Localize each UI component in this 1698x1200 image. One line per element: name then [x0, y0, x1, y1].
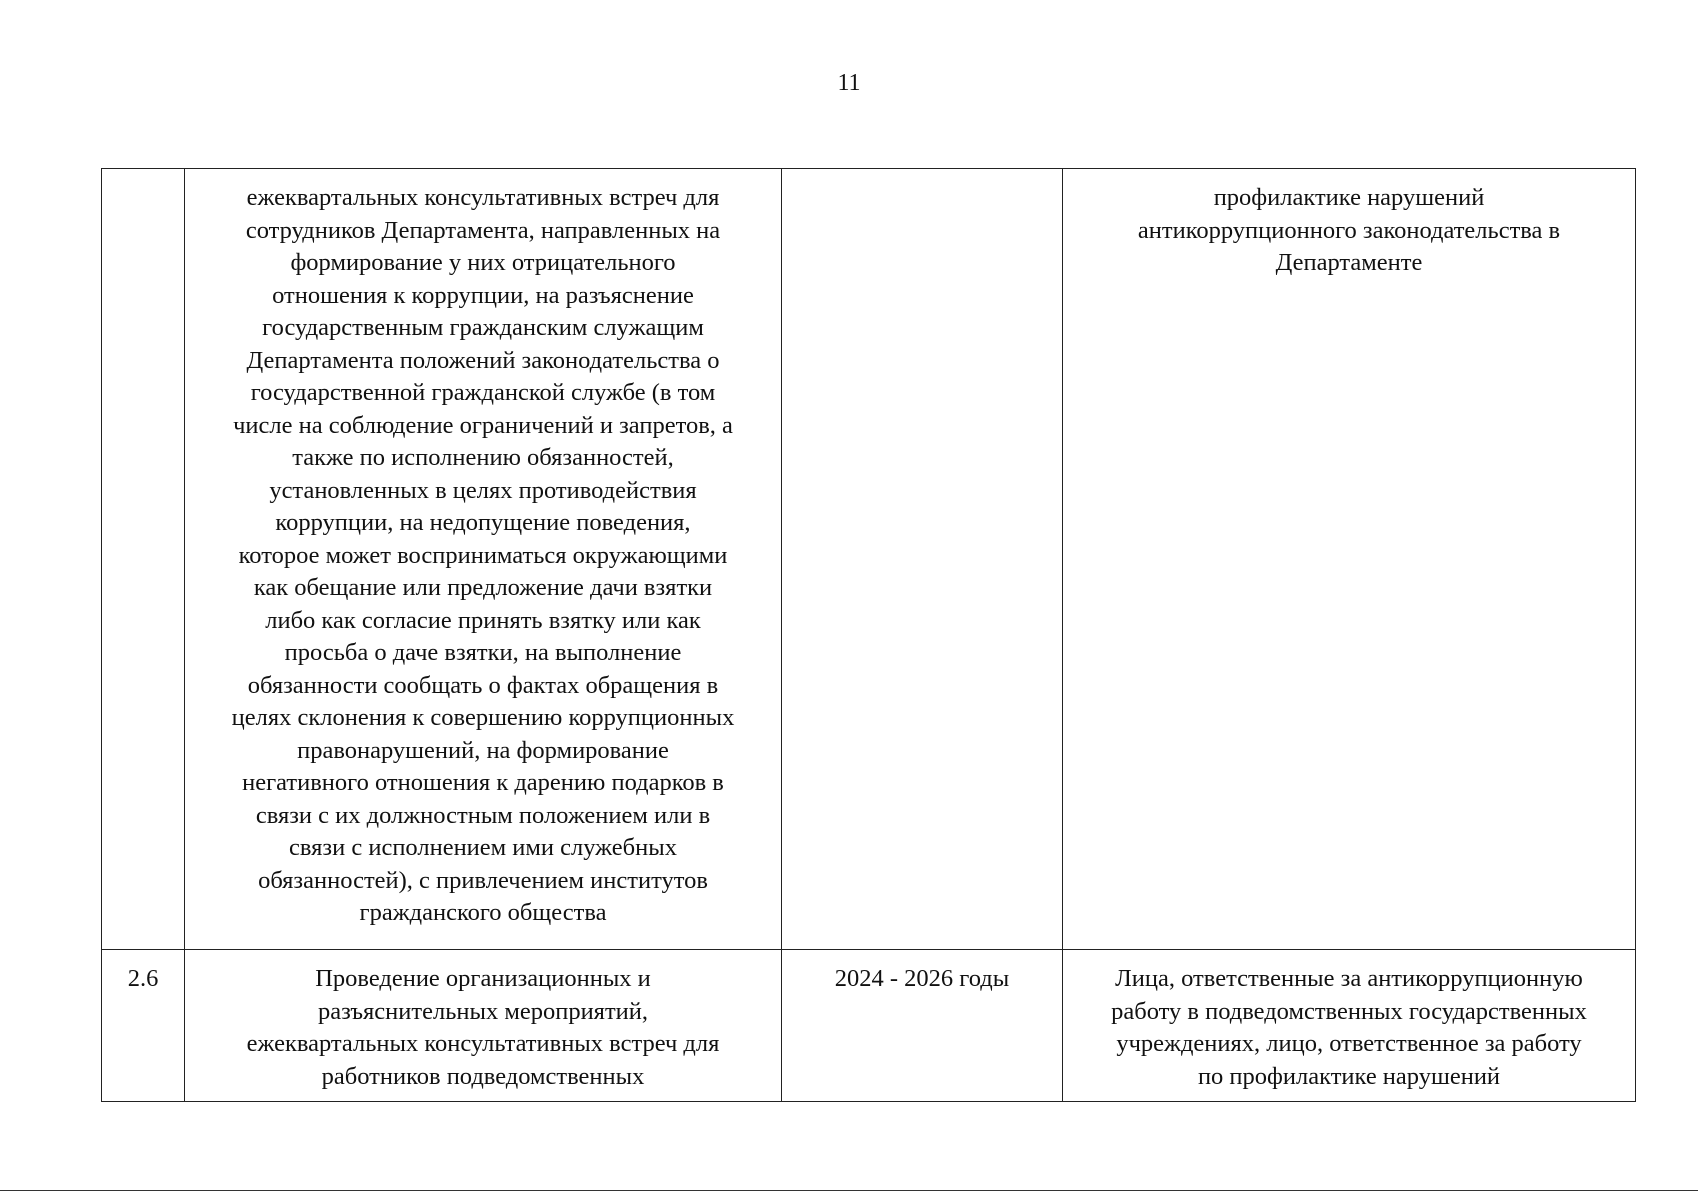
- page-number: 11: [837, 70, 861, 96]
- term-cell: [782, 169, 1063, 950]
- measures-table: [101, 168, 1636, 1102]
- table-row: [102, 169, 1636, 950]
- responsible-cell: Лица, ответственные за антикоррупционную работу в подведомственных государственных учреждениях, лицо, ответственное за работу по профилактике нарушений: [1063, 950, 1636, 1102]
- item-number-cell: 2.6: [102, 950, 185, 1102]
- table-row: [102, 950, 1636, 1102]
- responsible-cell: профилактике нарушений антикоррупционного законодательства в Департаменте: [1063, 169, 1636, 950]
- bottom-divider: [0, 1190, 1698, 1191]
- event-description-cell: ежеквартальных консультативных встреч для сотрудников Департамента, направленных на формирование у них отрицательного отношения к коррупции, на разъяснение государственным гражданским служащим Департамента положений законодательства о государственной гражданской службе (в том числе на соблюдение ограничений и запретов, а также по исполнению обязанностей, установленных в целях противодействия коррупции, на недопущение поведения, которое может восприниматься окружающими как обещание или предложение дачи взятки либо как согласие принять взятку или как просьба о даче взятки, на выполнение обязанности сообщать о фактах обращения в целях склонения к совершению коррупционных правонарушений, на формирование негативного отношения к дарению подарков в связи с их должностным положением или в связи с исполнением ими служебных обязанностей), с привлечением институтов гражданского общества: [185, 169, 782, 950]
- term-cell: 2024 - 2026 годы: [782, 950, 1063, 1102]
- event-description-cell: Проведение организационных и разъяснительных мероприятий, ежеквартальных консультативных встреч для работников подведомственных: [185, 950, 782, 1102]
- item-number-cell: [102, 169, 185, 950]
